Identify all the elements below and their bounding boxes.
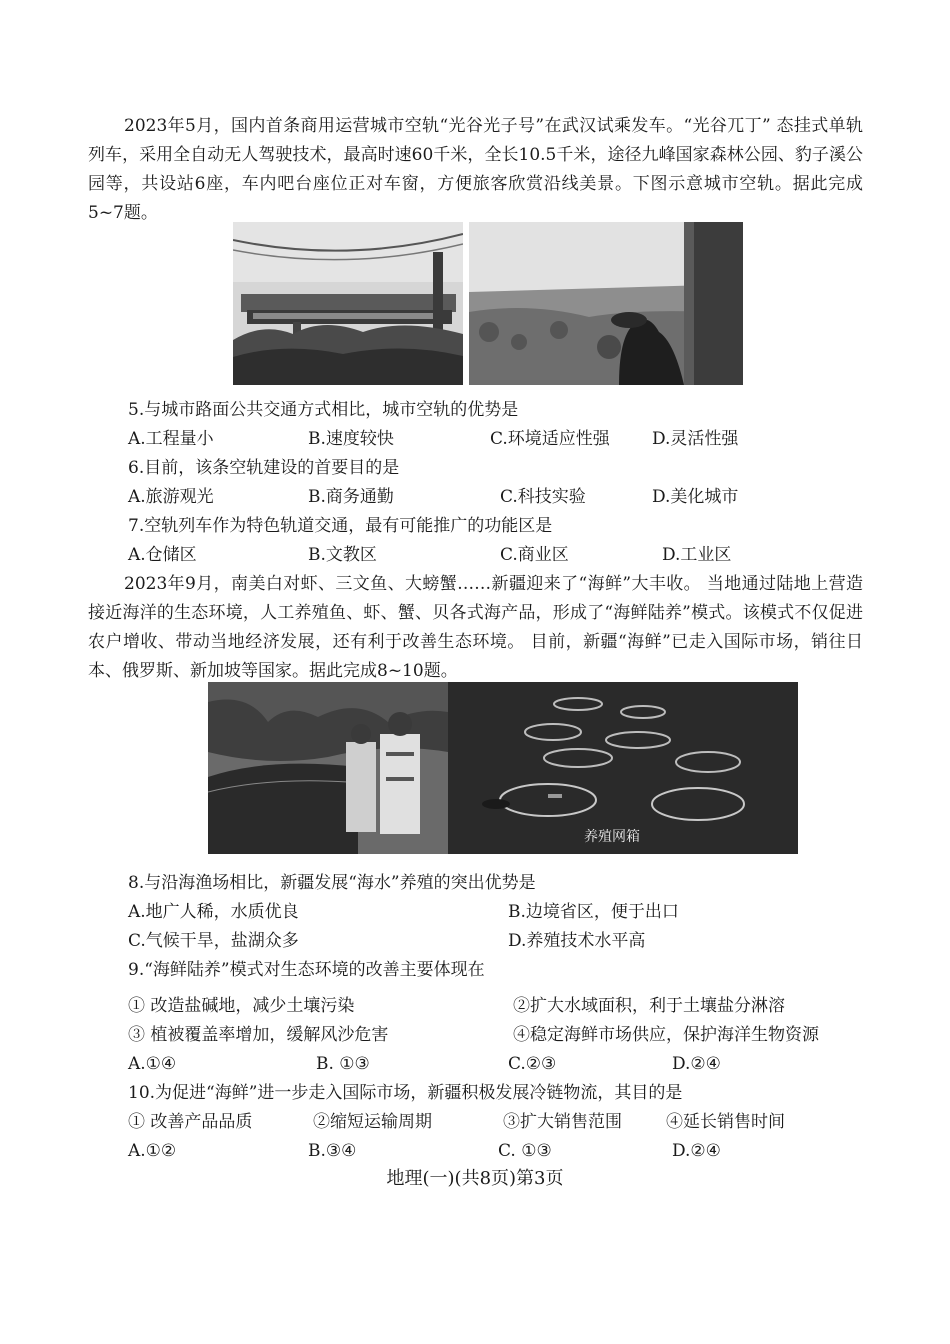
q10-option-c[interactable]: C. ①③	[498, 1141, 552, 1161]
photo-skyrail-left	[233, 222, 463, 385]
q10-option-d[interactable]: D.②④	[672, 1141, 721, 1161]
q10-item-3: ③扩大销售范围	[503, 1112, 622, 1132]
q9-item-2: ②扩大水域面积，利于土壤盐分淋溶	[513, 996, 785, 1016]
question-7-stem: 7.空轨列车作为特色轨道交通，最有可能推广的功能区是	[128, 516, 553, 536]
q9-option-c[interactable]: C.②③	[508, 1054, 557, 1074]
photo-aquaculture-right	[448, 682, 798, 854]
photo-aquaculture-left	[208, 682, 448, 854]
q8-option-a[interactable]: A.地广人稀，水质优良	[128, 902, 299, 922]
q7-option-b[interactable]: B.文教区	[308, 545, 377, 565]
question-6-stem: 6.目前，该条空轨建设的首要目的是	[128, 458, 400, 478]
question-8-stem: 8.与沿海渔场相比，新疆发展“海水”养殖的突出优势是	[128, 873, 536, 893]
q10-item-4: ④延长销售时间	[666, 1112, 785, 1132]
photo-skyrail-right	[469, 222, 743, 385]
skyrail-train-image	[233, 222, 463, 385]
q6-option-d[interactable]: D.美化城市	[652, 487, 739, 507]
passage-1-text: 2023年5月，国内首条商用运营城市空轨“光谷光子号”在武汉试乘发车。“光谷兀丁” 态挂式单轨列车，采用全自动无人驾驶技术，最高时速60千米，全长10.5千米，途径九峰国家森林公园、豹子溪公园等，共设站6座，车内吧台座位正对车窗，方便旅客欣赏沿线美景。下图示意城市空轨。据此完成5~7题。	[88, 116, 863, 223]
q8-option-c[interactable]: C.气候干旱，盐湖众多	[128, 931, 299, 951]
q8-option-d[interactable]: D.养殖技术水平高	[508, 931, 646, 951]
q9-option-b[interactable]: B. ①③	[316, 1054, 370, 1074]
q10-item-1: ① 改善产品品质	[128, 1112, 253, 1132]
q7-option-c[interactable]: C.商业区	[500, 545, 569, 565]
q10-item-2: ②缩短运输周期	[313, 1112, 432, 1132]
q8-option-b[interactable]: B.边境省区，便于出口	[508, 902, 679, 922]
net-cage-caption: 养殖网箱	[584, 829, 640, 845]
q7-option-d[interactable]: D.工业区	[662, 545, 732, 565]
q7-option-a[interactable]: A.仓储区	[128, 545, 197, 565]
question-10-stem: 10.为促进“海鲜”进一步走入国际市场，新疆积极发展冷链物流，其目的是	[128, 1083, 683, 1103]
q9-option-d[interactable]: D.②④	[672, 1054, 721, 1074]
page-footer: 地理(一)(共8页)第3页	[386, 1168, 564, 1189]
skyrail-window-view-image	[469, 222, 743, 385]
passage-2-text: 2023年9月，南美白对虾、三文鱼、大螃蟹……新疆迎来了“海鲜”大丰收。 当地通过陆地上营造接近海洋的生态环境，人工养殖鱼、虾、蟹、贝各式海产品，形成了“海鲜陆养”模式。该模式不仅促进农户增收、带动当地经济发展，还有利于改善生态环境。 目前，新疆“海鲜”已走入国际市场，销往日本、俄罗斯、新加坡等国家。据此完成8~10题。	[88, 574, 863, 681]
q9-item-4: ④稳定海鲜市场供应，保护海洋生物资源	[513, 1025, 819, 1045]
q10-option-a[interactable]: A.①②	[128, 1141, 177, 1161]
q6-option-c[interactable]: C.科技实验	[500, 487, 586, 507]
q9-item-3: ③ 植被覆盖率增加，缓解风沙危害	[128, 1025, 389, 1045]
q9-option-a[interactable]: A.①④	[128, 1054, 177, 1074]
q5-option-d[interactable]: D.灵活性强	[652, 429, 739, 449]
q5-option-c[interactable]: C.环境适应性强	[490, 429, 610, 449]
q10-option-b[interactable]: B.③④	[308, 1141, 357, 1161]
q5-option-a[interactable]: A.工程量小	[128, 429, 214, 449]
q5-option-b[interactable]: B.速度较快	[308, 429, 394, 449]
q6-option-b[interactable]: B.商务通勤	[308, 487, 394, 507]
q6-option-a[interactable]: A.旅游观光	[128, 487, 214, 507]
question-5-stem: 5.与城市路面公共交通方式相比，城市空轨的优势是	[128, 400, 519, 420]
question-9-stem: 9.“海鲜陆养”模式对生态环境的改善主要体现在	[128, 960, 485, 980]
q9-item-1: ① 改造盐碱地，减少土壤污染	[128, 996, 355, 1016]
workers-by-pond-image	[208, 682, 448, 854]
passage-1	[88, 112, 863, 228]
passage-2	[88, 570, 863, 686]
